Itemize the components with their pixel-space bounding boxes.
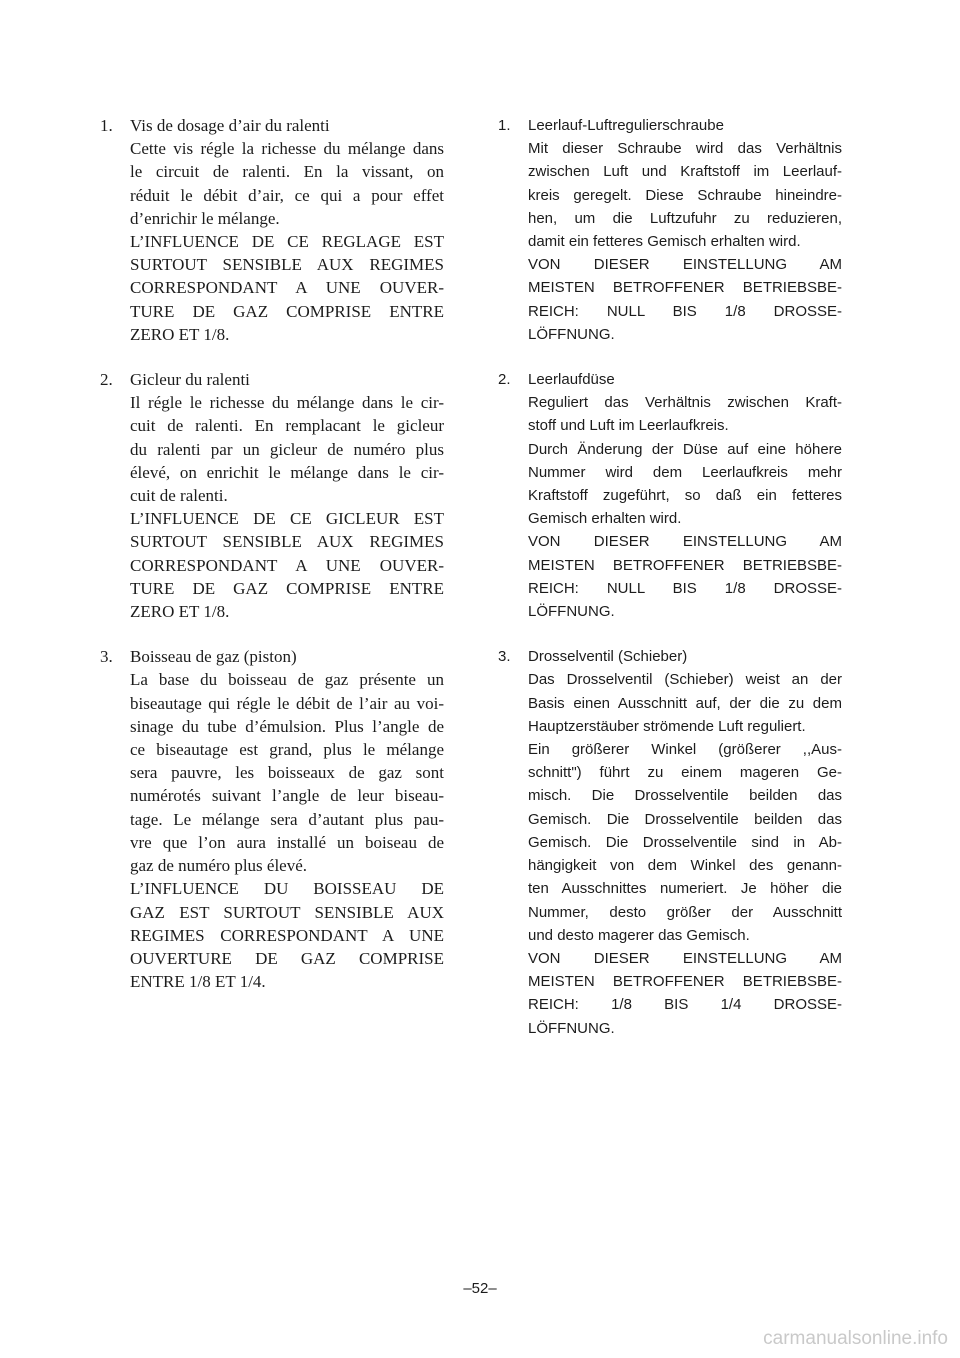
item-text-line: cuit de ralenti. (130, 486, 228, 506)
item-text-line: du ralenti par un gicleur de numéro plus (130, 439, 444, 459)
item-text-line: L’INFLUENCE DE CE GICLEUR EST (130, 509, 444, 529)
item-text-line: REGIMES CORRESPONDANT A UNE (130, 925, 444, 945)
item-text-line: stoff und Luft im Leerlaufkreis. (528, 417, 729, 435)
german-column (498, 114, 842, 1040)
item-text-line: VON DIESER EINSTELLUNG AM (528, 949, 842, 967)
item-text-line: Cette vis régle la richesse du mélange dans (130, 139, 444, 159)
item-text-line: ENTRE 1/8 ET 1/4. (130, 972, 266, 992)
item-text-line: TURE DE GAZ COMPRISE ENTRE (130, 301, 444, 321)
item-heading: Gicleur du ralenti (130, 370, 250, 390)
item-text-line: élevé, on enrichit le mélange dans le cir- (130, 462, 444, 482)
item-text-line: Gemisch erhalten wird. (528, 510, 682, 528)
french-item-2 (100, 368, 444, 623)
german-item-1 (498, 114, 842, 346)
item-text-line: TURE DE GAZ COMPRISE ENTRE (130, 578, 444, 598)
item-text-line: le circuit de ralenti. En la vissant, on (130, 162, 444, 182)
item-text-line: La base du boisseau de gaz présente un (130, 670, 444, 690)
item-text-line: d’enrichir le mélange. (130, 208, 280, 228)
item-text-line: Ein größerer Winkel (größerer ,,Aus- (528, 741, 842, 759)
item-text-line: MEISTEN BETROFFENER BETRIEBSBE- (528, 279, 842, 297)
item-text-line: REICH: NULL BIS 1/8 DROSSE- (528, 302, 842, 320)
item-text-line: Kraftstoff zugeführt, so daß ein fetteres (528, 487, 842, 505)
item-text-line: ten Ausschnittes numeriert. Je höher die (528, 880, 842, 898)
item-text-line: kreis geregelt. Diese Schraube hineindre- (528, 186, 842, 204)
item-text-line: REICH: NULL BIS 1/8 DROSSE- (528, 579, 842, 597)
item-text-line: CORRESPONDANT A UNE OUVER- (130, 278, 444, 298)
french-column (100, 114, 444, 993)
item-text-line: vre que l’on aura installé un boiseau de (130, 832, 444, 852)
item-text-line: ZERO ET 1/8. (130, 602, 230, 622)
item-number: 3. (498, 648, 511, 666)
item-text-line: ZERO ET 1/8. (130, 324, 230, 344)
item-heading: Leerlaufdüse (528, 371, 615, 389)
item-number: 3. (100, 647, 113, 667)
item-text-line: Hauptzerstäuber strömende Luft reguliert. (528, 717, 806, 735)
page-number: –52– (463, 1280, 497, 1297)
item-text-line: Das Drosselventil (Schieber) weist an der (528, 671, 842, 689)
item-text-line: REICH: 1/8 BIS 1/4 DROSSE- (528, 996, 842, 1014)
item-text-line: Gemisch. Die Drosselventile sind in Ab- (528, 833, 842, 851)
watermark: carmanualsonline.info (763, 1328, 948, 1349)
item-text-line: damit ein fetteres Gemisch erhalten wird. (528, 233, 801, 251)
item-text-line: numérotés suivant l’angle de leur biseau- (130, 786, 444, 806)
item-text-line: biseautage qui régle le débit de l’air au voi- (130, 693, 444, 713)
item-text-line: schnitt") führt zu einem mageren Ge- (528, 764, 842, 782)
item-text-line: Reguliert das Verhältnis zwischen Kraft- (528, 394, 842, 412)
item-number: 2. (100, 370, 113, 390)
item-text-line: MEISTEN BETROFFENER BETRIEBSBE- (528, 556, 842, 574)
item-text-line: VON DIESER EINSTELLUNG AM (528, 533, 842, 551)
item-text-line: L’INFLUENCE DE CE REGLAGE EST (130, 232, 444, 252)
item-text-line: Nummer wird dem Leerlaufkreis mehr (528, 463, 842, 481)
item-text-line: gaz de numéro plus élevé. (130, 856, 308, 876)
item-text-line: MEISTEN BETROFFENER BETRIEBSBE- (528, 973, 842, 991)
item-text-line: CORRESPONDANT A UNE OUVER- (130, 555, 444, 575)
item-text-line: zwischen Luft und Kraftstoff im Leerlauf- (528, 163, 842, 181)
french-item-3 (100, 645, 444, 993)
item-heading: Vis de dosage d’air du ralenti (130, 116, 330, 135)
item-text-line: Mit dieser Schraube wird das Verhältnis (528, 140, 842, 158)
item-text-line: réduit le débit d’air, ce qui a pour effet (130, 185, 444, 205)
item-text-line: cuit de ralenti. En remplacant le gicleur (130, 416, 444, 436)
item-text-line: SURTOUT SENSIBLE AUX REGIMES (130, 532, 444, 552)
german-item-2 (498, 368, 842, 623)
item-text-line: Nummer, desto größer der Ausschnitt (528, 903, 842, 921)
item-text-line: LÖFFNUNG. (528, 325, 615, 343)
item-text-line: hängigkeit von dem Winkel des genann- (528, 857, 842, 875)
item-text-line: LÖFFNUNG. (528, 603, 615, 621)
item-text-line: L’INFLUENCE DU BOISSEAU DE (130, 879, 444, 899)
item-number: 1. (100, 116, 113, 135)
german-item-3 (498, 645, 842, 1039)
item-text-line: ce biseautage est grand, plus le mélange (130, 740, 444, 760)
item-heading: Boisseau de gaz (piston) (130, 647, 297, 667)
item-text-line: misch. Die Drosselventile beilden das (528, 787, 842, 805)
item-text-line: GAZ EST SURTOUT SENSIBLE AUX (130, 902, 444, 922)
item-text-line: Il régle le richesse du mélange dans le cir- (130, 393, 444, 413)
item-text-line: tage. Le mélange sera d’autant plus pau- (130, 809, 444, 829)
item-number: 1. (498, 117, 511, 134)
item-text-line: VON DIESER EINSTELLUNG AM (528, 256, 842, 274)
item-text-line: hen, um die Luftzufuhr zu reduzieren, (528, 209, 842, 227)
item-text-line: sinage du tube d’émulsion. Plus l’angle de (130, 716, 444, 736)
item-text-line: Gemisch. Die Drosselventile beilden das (528, 810, 842, 828)
item-text-line: Basis einen Ausschnitt auf, der die zu dem (528, 694, 842, 712)
item-heading: Leerlauf-Luftregulierschraube (528, 117, 724, 134)
item-text-line: sera pauvre, les boisseaux de gaz sont (130, 763, 444, 783)
item-text-line: und desto magerer das Gemisch. (528, 926, 750, 944)
item-heading: Drosselventil (Schieber) (528, 648, 688, 666)
item-text-line: OUVERTURE DE GAZ COMPRISE (130, 948, 444, 968)
item-text-line: Durch Änderung der Düse auf eine höhere (528, 440, 842, 458)
item-number: 2. (498, 371, 511, 389)
item-text-line: SURTOUT SENSIBLE AUX REGIMES (130, 255, 444, 275)
french-item-1 (100, 114, 444, 346)
item-text-line: LÖFFNUNG. (528, 1019, 615, 1037)
